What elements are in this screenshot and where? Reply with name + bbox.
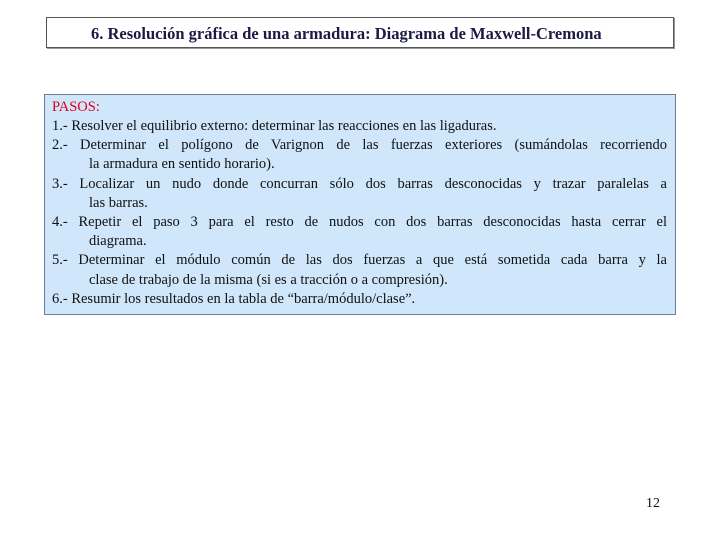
step-5: 5.- Determinar el módulo común de las dos fuerzas a que está sometida cada barra y la	[52, 252, 667, 269]
step-5-continuation: clase de trabajo de la misma (si es a tracción o a compresión).	[89, 271, 448, 288]
step-2-continuation: la armadura en sentido horario).	[89, 156, 275, 173]
steps-box	[44, 94, 676, 315]
step-6: 6.- Resumir los resultados en la tabla de “barra/módulo/clase”.	[52, 290, 416, 307]
steps-heading: PASOS:	[52, 99, 100, 115]
title-box	[46, 17, 674, 48]
step-3: 3.- Localizar un nudo donde concurran sólo dos barras desconocidas y trazar paralelas a	[52, 175, 667, 192]
step-1: 1.- Resolver el equilibrio externo: determinar las reacciones en las ligaduras.	[52, 118, 497, 134]
step-4: 4.- Repetir el paso 3 para el resto de nudos con dos barras desconocidas hasta cerrar el	[52, 214, 667, 231]
slide-title: 6. Resolución gráfica de una armadura: Diagrama de Maxwell-Cremona	[91, 24, 602, 43]
step-4-continuation: diagrama.	[89, 233, 147, 250]
step-2: 2.- Determinar el polígono de Varignon de las fuerzas exteriores (sumándolas recorriendo	[52, 137, 667, 154]
page-number: 12	[646, 496, 660, 511]
step-3-continuation: las barras.	[89, 194, 148, 211]
